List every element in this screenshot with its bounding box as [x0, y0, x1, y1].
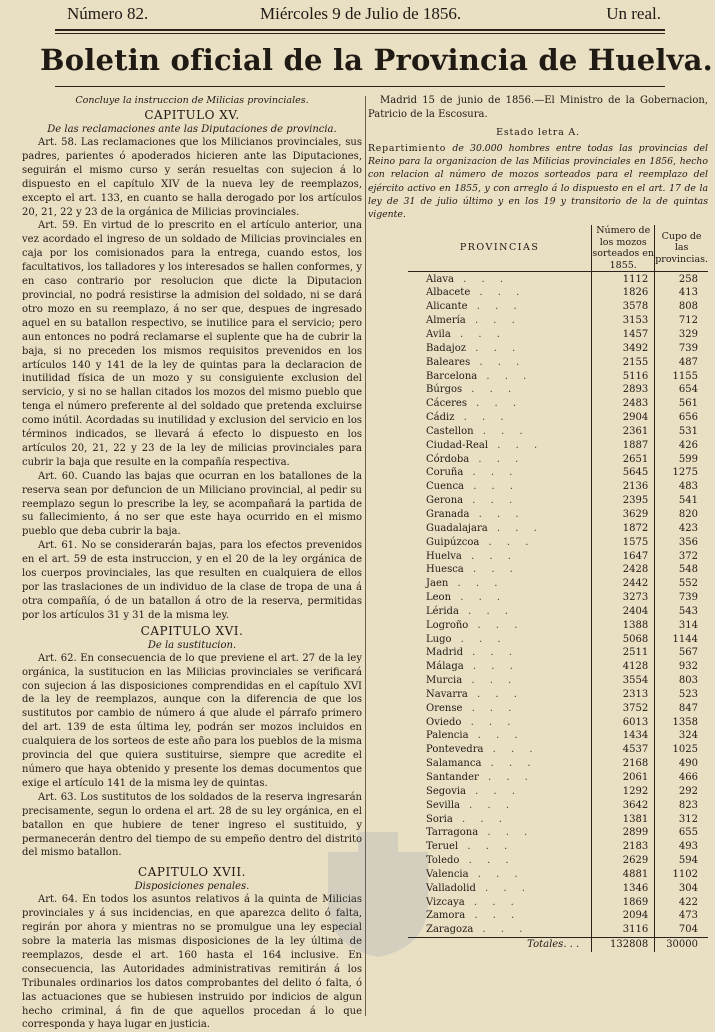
table-row [408, 840, 708, 854]
province-name: Segovia . . . [426, 785, 522, 797]
col-header-provincias: PROVINCIAS [459, 242, 540, 254]
estado-heading: Estado letra A. [496, 127, 580, 138]
table-row [408, 328, 708, 342]
chapter-subtitle: Disposiciones penales. [134, 881, 250, 893]
table-row [408, 397, 708, 411]
table-row [408, 411, 708, 425]
province-cupo: 1155 [672, 370, 698, 382]
header-rule [55, 29, 665, 31]
province-mozos: 2511 [592, 646, 655, 660]
table-row [408, 341, 708, 355]
province-cupo: 655 [678, 827, 698, 839]
province-mozos: 1647 [592, 549, 655, 563]
table-row [408, 688, 708, 702]
table-row [408, 784, 708, 798]
table-row [408, 480, 708, 494]
province-cupo: 1102 [672, 868, 698, 880]
table-row [408, 604, 708, 618]
province-name: Guadalajara . . . [426, 522, 543, 534]
province-mozos: 3153 [592, 314, 655, 328]
province-mozos: 2094 [592, 909, 655, 923]
province-cupo: 1275 [672, 467, 698, 479]
province-cupo: 531 [678, 425, 698, 437]
province-name: Huelva . . . [426, 550, 517, 562]
province-name: Madrid . . . [426, 647, 519, 659]
table-row [408, 632, 708, 646]
table-row [408, 701, 708, 715]
province-mozos: 2395 [592, 494, 655, 508]
table-row [408, 660, 708, 674]
province-cupo: 704 [678, 924, 698, 936]
masthead-title: Boletin oficial de la Provincia de Huelva. [40, 43, 713, 77]
province-mozos: 2428 [592, 563, 655, 577]
province-name: Zamora . . . [426, 910, 521, 922]
province-name: Cáceres . . . [426, 398, 523, 410]
table-row [408, 521, 708, 535]
province-mozos: 2899 [592, 826, 655, 840]
province-name: Salamanca . . . [426, 758, 537, 770]
province-cupo: 423 [678, 522, 698, 534]
province-cupo: 258 [678, 273, 698, 285]
province-name: Córdoba . . . [426, 453, 525, 465]
province-name: Valladolid . . . [426, 882, 531, 894]
totals-label: Totales. . . [408, 937, 592, 951]
province-mozos: 2313 [592, 688, 655, 702]
province-name: Barcelona . . . [426, 370, 533, 382]
province-name: Jaen . . . [426, 578, 504, 590]
province-cupo: 820 [678, 508, 698, 520]
province-cupo: 324 [678, 730, 698, 742]
province-cupo: 483 [678, 481, 698, 493]
province-name: Toledo . . . [426, 855, 515, 867]
province-mozos: 2361 [592, 425, 655, 439]
province-name: Navarra . . . [426, 688, 523, 700]
province-name: Alava . . . [426, 273, 510, 285]
province-mozos: 4128 [592, 660, 655, 674]
table-row [408, 591, 708, 605]
table-row [408, 508, 708, 522]
province-name: Gerona . . . [426, 495, 519, 507]
province-cupo: 304 [678, 882, 698, 894]
province-cupo: 594 [678, 855, 698, 867]
province-name: Santander . . . [426, 772, 534, 784]
province-name: Teruel . . . [426, 841, 514, 853]
province-name: Badajoz . . . [426, 342, 522, 354]
province-mozos: 6013 [592, 715, 655, 729]
province-mozos: 2442 [592, 577, 655, 591]
table-row [408, 577, 708, 591]
province-cupo: 487 [678, 356, 698, 368]
province-name: Baleares . . . [426, 356, 526, 368]
province-mozos: 1381 [592, 812, 655, 826]
province-mozos: 1575 [592, 535, 655, 549]
table-row [408, 646, 708, 660]
table-row [408, 868, 708, 882]
province-mozos: 2629 [592, 854, 655, 868]
table-row [408, 355, 708, 369]
province-mozos: 1388 [592, 618, 655, 632]
chapter-subtitle: De la sustitucion. [147, 639, 237, 651]
province-name: Soria . . . [426, 813, 508, 825]
totals-row [408, 937, 708, 951]
table-row [408, 743, 708, 757]
province-cupo: 422 [678, 896, 698, 908]
province-cupo: 932 [678, 661, 698, 673]
table-row [408, 895, 708, 909]
repartimiento-label: Repartimiento [368, 143, 447, 154]
table-row [408, 272, 708, 286]
article-62: Art. 62. En consecuencia de lo que previene el art. 27 de la ley orgánica, la sustitucion en las Milicias provinciales se verificará con sujecion á las disposiciones comprendidas en el capítulo XVI de la ley de reemplazos, aunque con la diferencia de que los sustitutos por cambio de número á que alude el párrafo primero del art. 139 de esta última ley, podrán ser mozos incluidos en cualquiera de los sorteos de este año para los pueblos de la misma provincia del que quiera sustituirse, siempre que acredite el número que haya obtenido y presente los demas documentos que exige el artículo 141 de la misma ley de quintas. [22, 652, 362, 789]
issue-header [55, 4, 665, 26]
province-name: Tarragona . . . [426, 827, 534, 839]
table-row [408, 535, 708, 549]
province-cupo: 548 [678, 564, 698, 576]
province-cupo: 413 [678, 287, 698, 299]
table-row [408, 771, 708, 785]
province-name: Búrgos . . . [426, 384, 518, 396]
province-mozos: 2404 [592, 604, 655, 618]
article-63: Art. 63. Los sustitutos de los soldados de la reserva ingresarán precisamente, segun lo ordena el art. 28 de su ley orgánica, en el batallon en que hubiere de tener ingreso el sustituido, y permanecerán dentro del tiempo de su empeño dentro del distrito del mismo batallon. [22, 791, 362, 859]
province-cupo: 823 [678, 799, 698, 811]
table-row [408, 715, 708, 729]
province-cupo: 372 [678, 550, 698, 562]
province-cupo: 473 [678, 910, 698, 922]
province-name: Granada . . . [426, 508, 525, 520]
table-row [408, 314, 708, 328]
province-mozos: 3752 [592, 701, 655, 715]
province-name: Lérida . . . [426, 605, 514, 617]
province-name: Alicante . . . [426, 301, 523, 313]
province-name: Avila . . . [426, 329, 506, 341]
province-mozos: 1869 [592, 895, 655, 909]
table-row [408, 757, 708, 771]
province-name: Málaga . . . [426, 661, 519, 673]
province-cupo: 599 [678, 453, 698, 465]
province-mozos: 4881 [592, 868, 655, 882]
table-row [408, 286, 708, 300]
province-name: Huesca . . . [426, 564, 519, 576]
repartimiento-text [368, 142, 708, 221]
table-row [408, 563, 708, 577]
province-name: Pontevedra . . . [426, 744, 539, 756]
province-name: Ciudad-Real . . . [426, 439, 544, 451]
header-rule-thin [55, 33, 665, 34]
province-cupo: 654 [678, 384, 698, 396]
province-mozos: 3116 [592, 923, 655, 937]
table-row [408, 383, 708, 397]
ministerial-signature: Madrid 15 de junio de 1856.—El Ministro de la Gobernacion, Patricio de la Escosura. [368, 95, 708, 120]
article-61: Art. 61. No se considerarán bajas, para los efectos prevenidos en el art. 59 de esta instruccion, y en el 20 de la ley orgánica de los cuerpos provinciales, las que resulten en cualquiera de ellos por las traslaciones de un individuo de la clase de tropa de una á otra compañía, ó de un batallon á otro de la reserva, permitidas por los artículos 31 y 31 de la misma ley. [22, 540, 362, 621]
table-row [408, 438, 708, 452]
province-cupo: 1025 [672, 744, 698, 756]
province-mozos: 1457 [592, 328, 655, 342]
province-cupo: 329 [678, 329, 698, 341]
province-cupo: 808 [678, 301, 698, 313]
province-cupo: 1144 [672, 633, 698, 645]
total-cupo: 30000 [655, 937, 708, 951]
province-cupo: 356 [678, 536, 698, 548]
province-cupo: 466 [678, 772, 698, 784]
left-column [22, 94, 362, 1031]
masthead-rule [55, 86, 665, 87]
province-name: Sevilla . . . [426, 799, 516, 811]
province-mozos: 2155 [592, 355, 655, 369]
province-cupo: 312 [678, 813, 698, 825]
province-mozos: 5645 [592, 466, 655, 480]
province-cupo: 847 [678, 702, 698, 714]
province-mozos: 5068 [592, 632, 655, 646]
chapter-title: CAPITULO XV. [144, 108, 240, 122]
province-mozos: 3492 [592, 341, 655, 355]
province-cupo: 490 [678, 758, 698, 770]
chapter-title: CAPITULO XVII. [138, 865, 246, 880]
province-name: Logroño . . . [426, 619, 524, 631]
province-mozos: 2168 [592, 757, 655, 771]
province-cupo: 561 [678, 398, 698, 410]
province-cupo: 1358 [672, 716, 698, 728]
article-60: Art. 60. Cuando las bajas que ocurran en los batallones de la reserva sean por defuncion de un Miliciano provincial, al pedir su reemplazo segun lo prescribe la ley, se acompañará la partida de su fallecimiento, á no ser que este haya ocurrido en el mismo pueblo que deba cubrir la baja. [22, 470, 362, 538]
repartimiento-body: de 30.000 hombres entre todas las provincias del Reino para la organizacion de las Milicias provinciales en 1856, hecho con relacion al número de mozos sorteados para el reemplazo del ejército activo en 1855, y con arreglo á lo dispuesto en el art. 17 de la ley de 31 de julio último y en los 19 y transitorio de la de quintas vigente. [368, 143, 708, 221]
province-name: Palencia . . . [426, 730, 524, 742]
province-mozos: 3629 [592, 508, 655, 522]
table-row [408, 881, 708, 895]
table-row [408, 798, 708, 812]
province-name: Cuenca . . . [426, 481, 520, 493]
province-mozos: 4537 [592, 743, 655, 757]
table-row [408, 729, 708, 743]
province-mozos: 2136 [592, 480, 655, 494]
province-name: Zaragoza . . . [426, 924, 529, 936]
table-row [408, 618, 708, 632]
province-name: Castellon . . . [426, 425, 529, 437]
table-row [408, 300, 708, 314]
province-mozos: 1872 [592, 521, 655, 535]
province-name: Cádiz . . . [426, 412, 510, 424]
table-row [408, 494, 708, 508]
provinces-table [408, 225, 708, 951]
province-mozos: 2893 [592, 383, 655, 397]
province-cupo: 739 [678, 342, 698, 354]
province-mozos: 1346 [592, 881, 655, 895]
table-row [408, 452, 708, 466]
province-name: Leon . . . [426, 592, 507, 604]
province-cupo: 493 [678, 841, 698, 853]
province-name: Lugo . . . [426, 633, 507, 645]
province-mozos: 1434 [592, 729, 655, 743]
article-59: Art. 59. En virtud de lo prescrito en el artículo anterior, una vez acordado el ingreso de un soldado de Milicias provinciales en caja por los comisionados para la entrega, cuando estos, los facultativos, los talladores y los interesados se hallen conformes, y en caso contrario por resolucion que dicte la Diputacion provincial, no podrá resistirse la admision del soldado, ni se dará otro mozo en su reemplazo, á no ser que, despues de ingresado aquel en su batallon respectivo, se inutilice para el servicio; pero aun entonces no podrá reclamarse el suplente que ha de cubrir la baja, si no preceden los mismos requisitos prevenidos en los artículos 140 y 141 de la ley de quintas para la declaracion de inutilidad física de un mozo y su consiguiente exclusion del servicio, y si no se hallan citados los mozos del mismo pueblo que tenga el número preferente al del soldado que pretenda excluirse como inútil. Acordadas su inutilidad y exclusion del servicio en los términos indicados, se llevará á efecto lo dispuesto en los artículos 20, 21, 22 y 23 de la ley de milicias provinciales para cubrir la baja que resulte en la compañía respectiva. [22, 220, 362, 468]
province-cupo: 314 [678, 619, 698, 631]
issue-price: Un real. [606, 4, 661, 23]
col-header-cupo: Cupo de las provincias. [655, 230, 709, 265]
article-64: Art. 64. En todos los asuntos relativos á la quinta de Milicias provinciales y á sus incidencias, en que aparezca delito ó falta, regirán por ahora y mientras no se promulgue una ley especial sobre la materia las mismas disposiciones de la ley última de reemplazos, desde el art. 160 hasta el 164 inclusive. En consecuencia, las Autoridades administrativas remitirán á los Tribunales ordinarios los datos comprobantes del delito ó falta, ó las actuaciones que se hubiesen instruido por indicios de algun hecho criminal, á fin de que aquellos procedan á lo que corresponda y haya lugar en justicia. [22, 894, 362, 1031]
table-row [408, 549, 708, 563]
table-row [408, 812, 708, 826]
province-cupo: 712 [678, 315, 698, 327]
province-mozos: 3642 [592, 798, 655, 812]
table-row [408, 674, 708, 688]
library-stamp-icon [318, 832, 438, 962]
province-mozos: 3554 [592, 674, 655, 688]
province-cupo: 292 [678, 785, 698, 797]
province-name: Albacete . . . [426, 287, 526, 299]
table-row [408, 466, 708, 480]
table-row [408, 369, 708, 383]
table-row [408, 909, 708, 923]
province-name: Oviedo . . . [426, 716, 517, 728]
province-cupo: 739 [678, 592, 698, 604]
article-58: Art. 58. Las reclamaciones que los Milicianos provinciales, sus padres, parientes ó apoderados hicieren ante las Diputaciones, seguirán el mismo curso y serán resueltas con sujecion á lo dispuesto en el capítulo XIV de la nueva ley de reemplazos, excepto el art. 133, en cuanto se halla derogado por los artículos 20, 21, 22 y 23 de la orgánica de Milicias provinciales. [22, 137, 362, 218]
province-cupo: 541 [678, 495, 698, 507]
table-row [408, 425, 708, 439]
province-name: Coruña . . . [426, 467, 519, 479]
province-mozos: 2483 [592, 397, 655, 411]
provinces-table-body [408, 272, 708, 938]
province-cupo: 523 [678, 688, 698, 700]
province-name: Almería . . . [426, 315, 521, 327]
province-cupo: 552 [678, 578, 698, 590]
province-cupo: 567 [678, 647, 698, 659]
province-mozos: 3273 [592, 591, 655, 605]
province-mozos: 1112 [592, 272, 655, 286]
province-mozos: 1292 [592, 784, 655, 798]
province-mozos: 2651 [592, 452, 655, 466]
chapter-title: CAPITULO XVI. [140, 623, 244, 638]
total-mozos: 132808 [592, 937, 655, 951]
province-name: Murcia . . . [426, 675, 518, 687]
issue-number: Número 82. [67, 4, 149, 23]
table-row [408, 826, 708, 840]
province-name: Vizcaya . . . [426, 896, 520, 908]
province-mozos: 2061 [592, 771, 655, 785]
province-mozos: 1826 [592, 286, 655, 300]
issue-date: Miércoles 9 de Julio de 1856. [260, 4, 462, 23]
province-mozos: 2183 [592, 840, 655, 854]
province-name: Orense . . . [426, 702, 518, 714]
kicker: Concluye la instruccion de Milicias provinciales. [75, 95, 309, 106]
table-row [408, 923, 708, 937]
province-mozos: 3578 [592, 300, 655, 314]
table-row [408, 854, 708, 868]
col-header-mozos: Número de los mozos sorteados en 1855. [592, 225, 655, 271]
province-cupo: 803 [678, 675, 698, 687]
province-cupo: 656 [678, 412, 698, 424]
province-mozos: 5116 [592, 369, 655, 383]
province-mozos: 1887 [592, 438, 655, 452]
province-name: Guipúzcoa . . . [426, 536, 535, 548]
province-cupo: 543 [678, 605, 698, 617]
province-mozos: 2904 [592, 411, 655, 425]
chapter-subtitle: De las reclamaciones ante las Diputaciones de provincia. [47, 124, 337, 135]
province-name: Valencia . . . [426, 868, 524, 880]
province-cupo: 426 [678, 439, 698, 451]
